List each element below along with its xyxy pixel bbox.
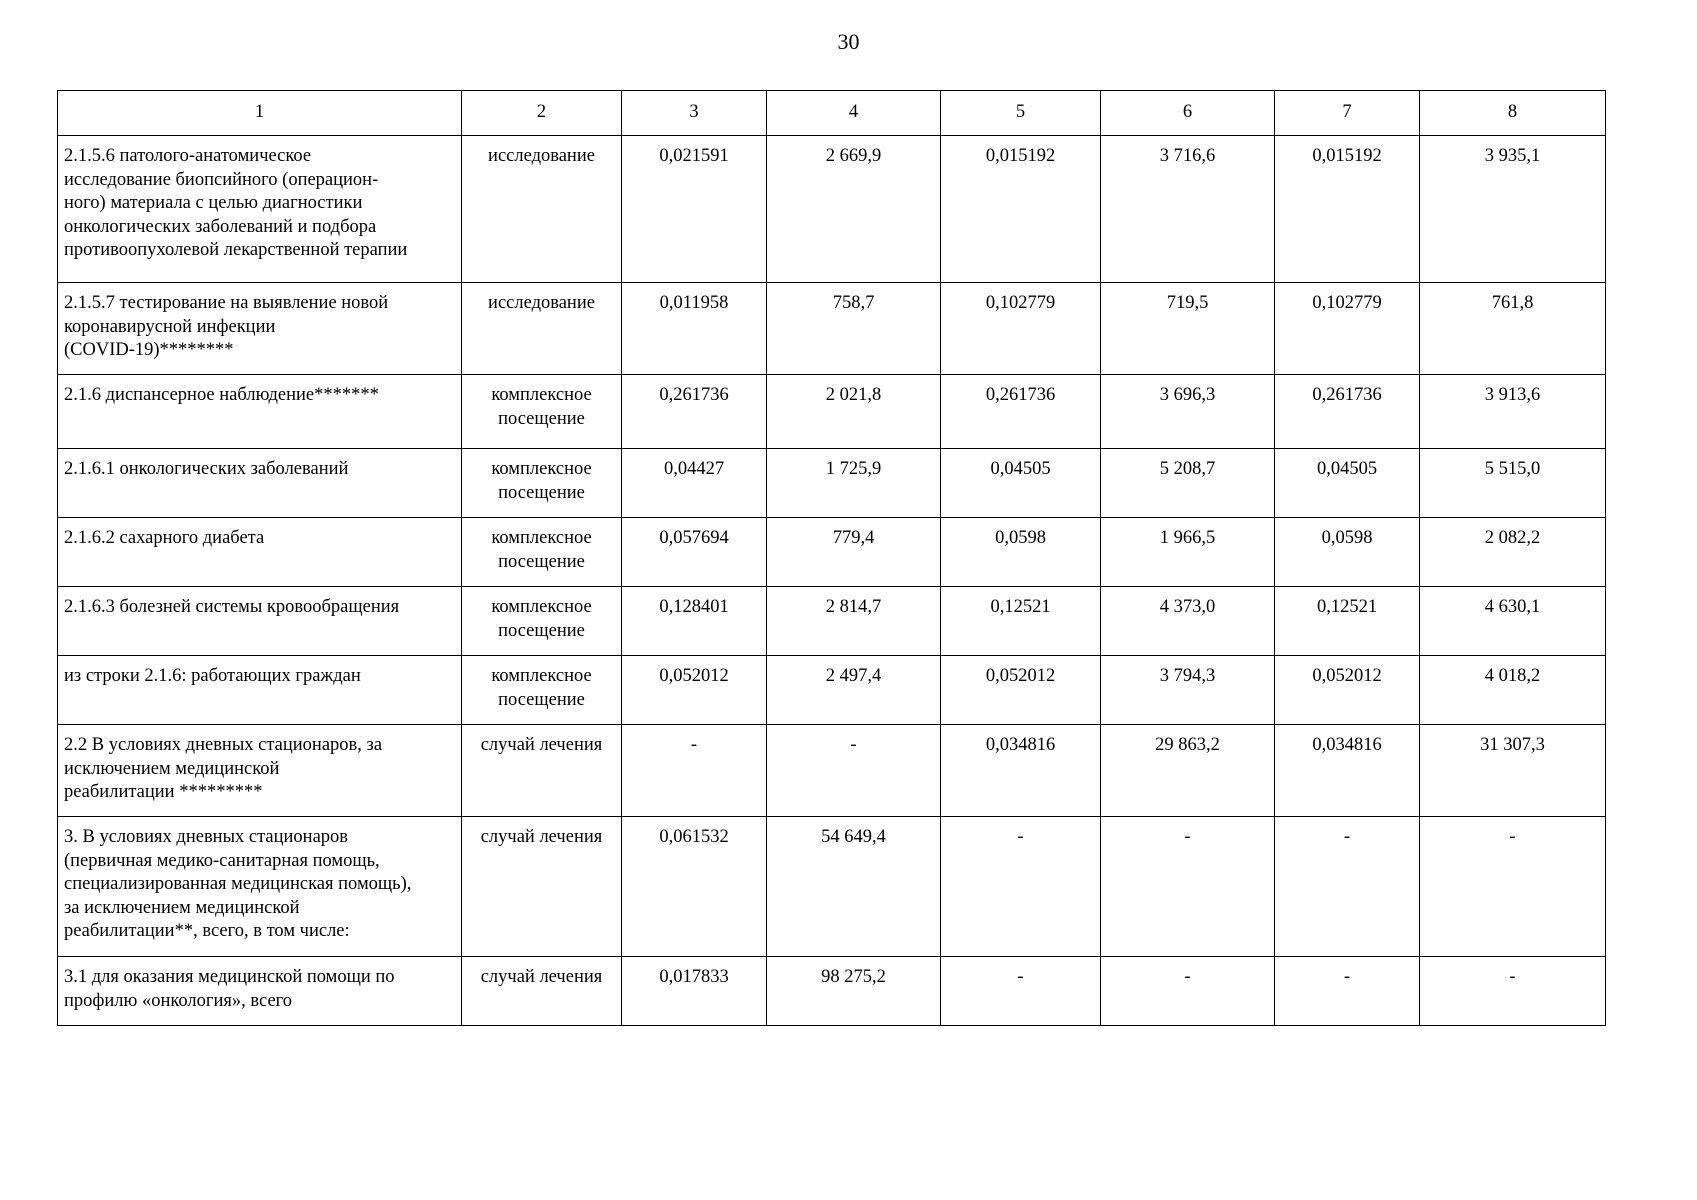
column-header: 7 — [1275, 91, 1420, 136]
unit-label: исследование — [488, 146, 595, 166]
column-header: 8 — [1420, 91, 1606, 136]
value-cell: 3 935,1 — [1420, 136, 1606, 283]
value-cell: 719,5 — [1101, 283, 1275, 375]
value-cell: 0,034816 — [1275, 725, 1420, 817]
unit-label: случай лечения — [480, 827, 603, 847]
header-row — [58, 91, 1606, 136]
row-name: 2.2 В условиях дневных стационаров, за исключением медицинской реабилитации ********* — [64, 735, 383, 802]
row-name: 2.1.5.7 тестирование на выявление новой коронавирусной инфекции (COVID-19)******** — [64, 293, 389, 360]
value-cell: 0,04505 — [941, 449, 1101, 518]
value-cell: 0,015192 — [941, 136, 1101, 283]
row-name: 2.1.6.1 онкологических заболеваний — [64, 459, 349, 479]
row-name: 2.1.6.2 сахарного диабета — [64, 528, 265, 548]
value-cell: - — [622, 725, 767, 817]
row-name-cell — [58, 957, 462, 1026]
column-header: 4 — [767, 91, 941, 136]
value-cell: - — [1420, 817, 1606, 957]
value-cell: 0,057694 — [622, 518, 767, 587]
value-cell: 0,128401 — [622, 587, 767, 656]
row-name-cell — [58, 725, 462, 817]
column-header: 3 — [622, 91, 767, 136]
value-cell: 4 630,1 — [1420, 587, 1606, 656]
value-cell: 779,4 — [767, 518, 941, 587]
unit-label: случай лечения — [480, 967, 603, 987]
value-cell: 0,015192 — [1275, 136, 1420, 283]
column-header: 2 — [462, 91, 622, 136]
value-cell: 0,011958 — [622, 283, 767, 375]
unit-cell — [462, 375, 622, 449]
value-cell: 1 725,9 — [767, 449, 941, 518]
row-name-cell — [58, 136, 462, 283]
value-cell: 0,052012 — [941, 656, 1101, 725]
table-row — [58, 587, 1606, 656]
value-cell: 2 497,4 — [767, 656, 941, 725]
value-cell: 0,12521 — [941, 587, 1101, 656]
table-row — [58, 656, 1606, 725]
unit-cell — [462, 656, 622, 725]
column-header: 6 — [1101, 91, 1275, 136]
value-cell: 0,261736 — [622, 375, 767, 449]
value-cell: 0,0598 — [1275, 518, 1420, 587]
value-cell: 3 913,6 — [1420, 375, 1606, 449]
value-cell: 5 208,7 — [1101, 449, 1275, 518]
unit-label: комплексное посещение — [491, 597, 592, 641]
table-row — [58, 375, 1606, 449]
table-row — [58, 518, 1606, 587]
value-cell: 2 669,9 — [767, 136, 941, 283]
value-cell: 0,04427 — [622, 449, 767, 518]
value-cell: 3 794,3 — [1101, 656, 1275, 725]
row-name: 3. В условиях дневных стационаров (первичная медико-санитарная помощь, специализированная медицинская помощь), за исключением медицинской реабилитации**, всего, в том числе: — [64, 827, 412, 941]
value-cell: 0,102779 — [941, 283, 1101, 375]
value-cell: 0,034816 — [941, 725, 1101, 817]
row-name-cell — [58, 283, 462, 375]
unit-label: исследование — [488, 293, 595, 313]
value-cell: 0,021591 — [622, 136, 767, 283]
table-row — [58, 725, 1606, 817]
value-cell: 0,017833 — [622, 957, 767, 1026]
value-cell: 31 307,3 — [1420, 725, 1606, 817]
unit-cell — [462, 449, 622, 518]
value-cell: 0,0598 — [941, 518, 1101, 587]
value-cell: 5 515,0 — [1420, 449, 1606, 518]
row-name-cell — [58, 656, 462, 725]
row-name-cell — [58, 587, 462, 656]
value-cell: - — [1275, 957, 1420, 1026]
unit-label: комплексное посещение — [491, 459, 592, 503]
row-name-cell — [58, 375, 462, 449]
data-table — [57, 90, 1606, 1026]
unit-label: комплексное посещение — [491, 528, 592, 572]
column-header: 1 — [58, 91, 462, 136]
row-name: из строки 2.1.6: работающих граждан — [64, 666, 361, 686]
unit-cell — [462, 587, 622, 656]
table-row — [58, 283, 1606, 375]
value-cell: - — [1275, 817, 1420, 957]
value-cell: 0,052012 — [1275, 656, 1420, 725]
value-cell: 0,102779 — [1275, 283, 1420, 375]
value-cell: 758,7 — [767, 283, 941, 375]
value-cell: 2 021,8 — [767, 375, 941, 449]
unit-cell — [462, 817, 622, 957]
value-cell: 1 966,5 — [1101, 518, 1275, 587]
value-cell: 0,061532 — [622, 817, 767, 957]
row-name-cell — [58, 518, 462, 587]
column-header: 5 — [941, 91, 1101, 136]
row-name: 2.1.6.3 болезней системы кровообращения — [64, 597, 400, 617]
table-row — [58, 817, 1606, 957]
unit-label: случай лечения — [480, 735, 603, 755]
unit-label: комплексное посещение — [491, 385, 592, 429]
row-name: 3.1 для оказания медицинской помощи по профилю «онкология», всего — [64, 967, 395, 1011]
unit-cell — [462, 725, 622, 817]
table-header — [58, 91, 1606, 136]
unit-cell — [462, 957, 622, 1026]
table-row — [58, 136, 1606, 283]
unit-cell — [462, 518, 622, 587]
page-number: 30 — [837, 29, 860, 54]
value-cell: 0,261736 — [1275, 375, 1420, 449]
value-cell: - — [767, 725, 941, 817]
value-cell: 4 018,2 — [1420, 656, 1606, 725]
value-cell: 98 275,2 — [767, 957, 941, 1026]
value-cell: - — [1101, 817, 1275, 957]
table-body — [58, 136, 1606, 1026]
value-cell: - — [1101, 957, 1275, 1026]
value-cell: 0,261736 — [941, 375, 1101, 449]
value-cell: - — [941, 817, 1101, 957]
value-cell: 3 696,3 — [1101, 375, 1275, 449]
value-cell: 3 716,6 — [1101, 136, 1275, 283]
row-name: 2.1.5.6 патолого-анатомическое исследование биопсийного (операцион- ного) материала с целью диагностики онкологических заболеваний и подбора противоопухолевой лекарственной терапии — [64, 146, 408, 260]
value-cell: 761,8 — [1420, 283, 1606, 375]
unit-cell — [462, 136, 622, 283]
table-row — [58, 957, 1606, 1026]
unit-cell — [462, 283, 622, 375]
row-name-cell — [58, 817, 462, 957]
value-cell: 2 082,2 — [1420, 518, 1606, 587]
row-name: 2.1.6 диспансерное наблюдение******* — [64, 385, 379, 405]
row-name-cell — [58, 449, 462, 518]
value-cell: 29 863,2 — [1101, 725, 1275, 817]
value-cell: - — [1420, 957, 1606, 1026]
value-cell: 0,12521 — [1275, 587, 1420, 656]
value-cell: 0,052012 — [622, 656, 767, 725]
table-row — [58, 449, 1606, 518]
value-cell: 2 814,7 — [767, 587, 941, 656]
value-cell: 54 649,4 — [767, 817, 941, 957]
unit-label: комплексное посещение — [491, 666, 592, 710]
value-cell: 4 373,0 — [1101, 587, 1275, 656]
value-cell: - — [941, 957, 1101, 1026]
value-cell: 0,04505 — [1275, 449, 1420, 518]
